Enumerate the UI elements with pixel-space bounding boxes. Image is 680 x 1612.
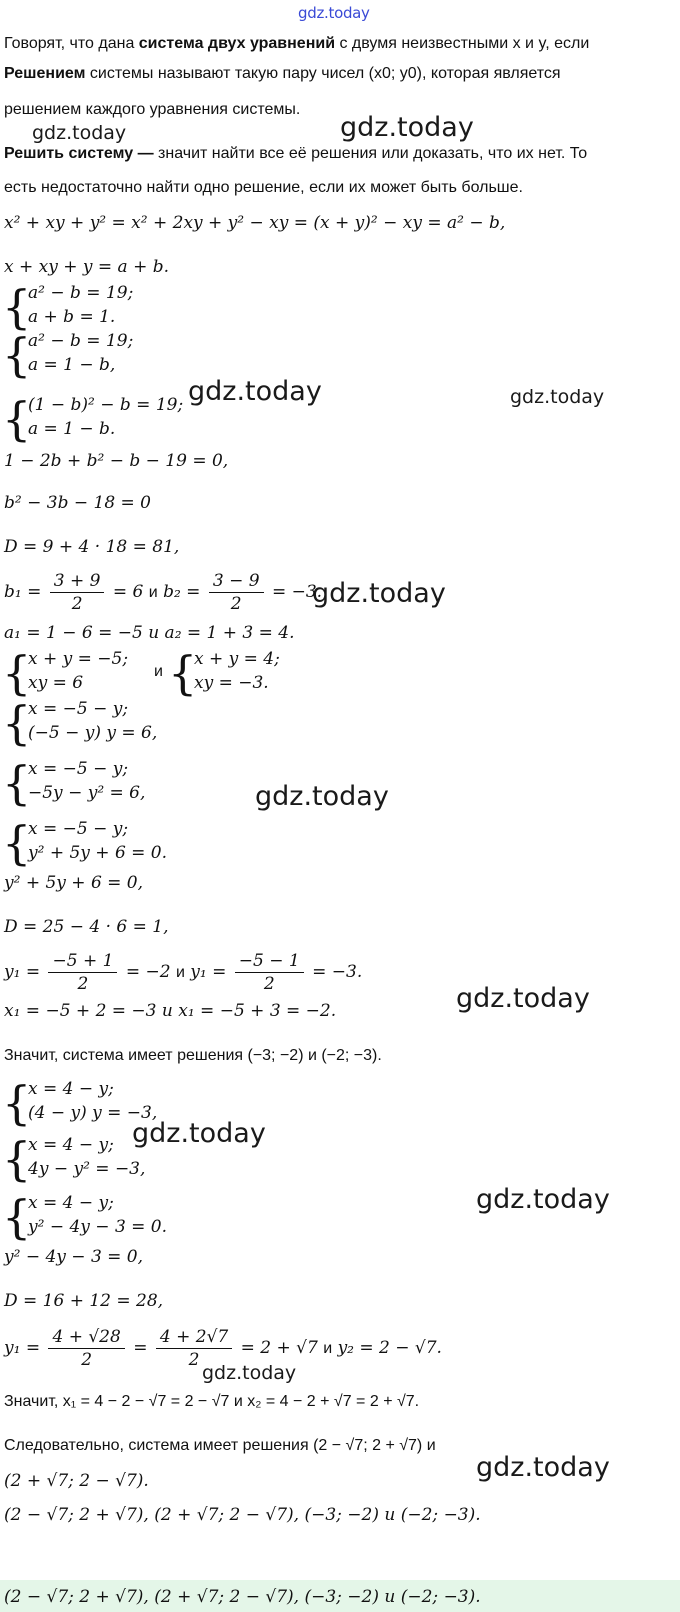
system-row: x = 4 − y; [28,1193,114,1213]
math-text: = −3. [312,962,363,982]
system-row: y² + 5y + 6 = 0. [28,843,168,863]
denominator: 2 [230,594,242,614]
math-text: = [133,1338,148,1358]
conclusion-line: Следовательно, система имеет решения (2 − √7; 2 + √7) и [4,1437,436,1454]
fraction [209,570,264,615]
math-text: = −3. [271,582,323,602]
theory-line: Решением системы называют такую пару чисел (x0; y0), которая является [4,65,561,82]
system-row: x + y = −5; [28,649,129,669]
math-text: = −2 [125,962,171,982]
numerator: −5 + 1 [48,950,117,973]
equation: a₁ = 1 − 6 = −5 и a₂ = 1 + 3 = 4. [4,623,295,643]
math-text: b₂ = [163,582,201,602]
system-row: (−5 − y) y = 6, [28,723,158,743]
theory-line: есть недостаточно найти одно решение, если их может быть больше. [4,179,523,196]
system-row: xy = 6 [28,673,84,693]
numerator: −5 − 1 [235,950,304,973]
math-text: y₂ = 2 − √7. [337,1338,442,1358]
final-answer: (2 − √7; 2 + √7), (2 + √7; 2 − √7), (−3; −2) и (−2; −3). [4,1587,481,1607]
watermark: gdz.today [202,1362,297,1384]
system-row: x = 4 − y; [28,1079,114,1099]
equation: y² + 5y + 6 = 0, [4,873,144,893]
numerator: 4 + 2√7 [156,1326,232,1349]
denominator: 2 [71,594,83,614]
math-text: = 6 [112,582,144,602]
solutions-line: (2 − √7; 2 + √7), (2 + √7; 2 − √7), (−3; −2) и (−2; −3). [4,1505,481,1525]
numerator: 3 + 9 [50,570,105,593]
math-text: y₁ = [4,1338,41,1358]
equation: D = 25 − 4 · 6 = 1, [4,917,169,937]
numerator: 3 − 9 [209,570,264,593]
system-row: −5y − y² = 6, [28,783,146,803]
watermark: gdz.today [476,1452,610,1483]
system-row: x = −5 − y; [28,759,129,779]
equation: x₁ = −5 + 2 = −3 и x₁ = −5 + 3 = −2. [4,1001,337,1021]
equation: 1 − 2b + b² − b − 19 = 0, [4,451,229,471]
equation: y² − 4y − 3 = 0, [4,1247,144,1267]
system-row: a² − b = 19; [28,283,134,303]
theory-line: Говорят, что дана система двух уравнений с двумя неизвестными x и y, если [4,35,590,52]
watermark: gdz.today [456,983,590,1014]
theory-line: решением каждого уравнения системы. [4,101,301,118]
conclusion-line: Значит, x₁ = 4 − 2 − √7 = 2 − √7 и x₂ = 4 − 2 + √7 = 2 + √7. [4,1393,420,1410]
conclusion-line: Значит, система имеет решения (−3; −2) и (−2; −3). [4,1047,382,1064]
fraction-equation [4,1326,442,1371]
fraction [156,1326,232,1371]
math-text: = 2 + √7 [240,1338,318,1358]
fraction [50,570,105,615]
and-word: и [175,964,185,981]
system-row: xy = −3. [194,673,269,693]
watermark: gdz.today [510,386,605,408]
and-word: и [148,584,158,601]
equation: D = 9 + 4 · 18 = 81, [4,537,180,557]
fraction-equation [4,570,322,615]
watermark: gdz.today [32,122,127,144]
system-row: 4y − y² = −3, [28,1159,146,1179]
fraction [48,950,117,995]
system-row: (1 − b)² − b = 19; [28,395,184,415]
watermark: gdz.today [476,1184,610,1215]
math-text: y₁ = [4,962,41,982]
equation: x + xy + y = a + b. [4,257,170,277]
system-row: x = 4 − y; [28,1135,114,1155]
equation: b² − 3b − 18 = 0 [4,493,151,513]
equation: x² + xy + y² = x² + 2xy + y² − xy = (x + y)² − xy = a² − b, [4,213,506,233]
watermark: gdz.today [340,112,474,143]
math-text: y₁ = [190,962,227,982]
watermark: gdz.today [255,781,389,812]
watermark: gdz.today [132,1118,266,1149]
system-row: a = 1 − b. [28,419,116,439]
fraction [48,1326,124,1371]
system-row: a = 1 − b, [28,355,116,375]
theory-line: Решить систему — значит найти все её решения или доказать, что их нет. То [4,145,588,162]
and-word: и [154,663,163,680]
conclusion-line: (2 + √7; 2 − √7). [4,1471,149,1491]
fraction [235,950,304,995]
denominator: 2 [188,1350,200,1370]
system-row: x + y = 4; [194,649,280,669]
system-row: y² − 4y − 3 = 0. [28,1217,168,1237]
fraction-equation [4,950,362,995]
system-row: (4 − y) y = −3, [28,1103,158,1123]
denominator: 2 [263,974,275,994]
and-word: и [323,1340,333,1357]
numerator: 4 + √28 [48,1326,124,1349]
watermark: gdz.today [188,376,322,407]
system-row: a² − b = 19; [28,331,134,351]
system-row: a + b = 1. [28,307,116,327]
denominator: 2 [81,1350,93,1370]
math-text: b₁ = [4,582,42,602]
system-row: x = −5 − y; [28,699,129,719]
equation: D = 16 + 12 = 28, [4,1291,164,1311]
denominator: 2 [77,974,89,994]
watermark-top: gdz.today [298,4,370,22]
system-row: x = −5 − y; [28,819,129,839]
watermark: gdz.today [312,578,446,609]
